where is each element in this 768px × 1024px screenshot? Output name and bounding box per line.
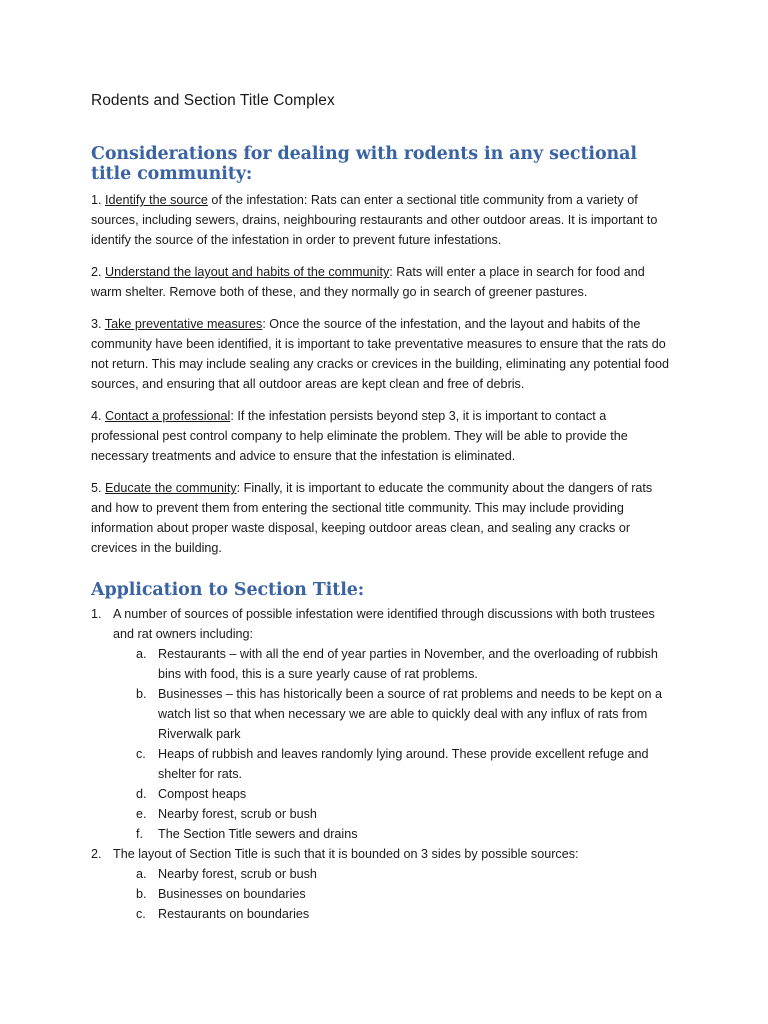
sub-list-item [136, 884, 672, 904]
sub-list [91, 644, 672, 844]
consideration-item [91, 406, 672, 466]
consideration-item [91, 314, 672, 394]
item-title: Take preventative measures [104, 317, 263, 331]
sub-letter: b. [136, 887, 147, 901]
list-item [91, 604, 672, 844]
sub-list [91, 864, 672, 924]
sub-letter: b. [136, 687, 147, 701]
consideration-item [91, 478, 672, 558]
sub-item-text: Restaurants on boundaries [158, 907, 310, 921]
sub-item-text: The Section Title sewers and drains [158, 827, 358, 841]
sub-letter: c. [136, 747, 146, 761]
sub-list-item [136, 644, 672, 684]
application-list [91, 604, 672, 924]
item-number: 2. [91, 265, 102, 279]
sub-item-text: Nearby forest, scrub or bush [158, 807, 317, 821]
item-text: : Finally, it is important to educate the community about the dangers of rats and how to prevent them from entering the sectional title community. This may include providing information about proper waste disposal, keeping outdoor areas clean, and sealing any cracks or crevices in the building. [91, 481, 653, 555]
sub-list-item [136, 904, 672, 924]
sub-item-text: Businesses – this has historically been a source of rat problems and needs to be kept on a watch list so that when necessary we are able to quickly deal with any influx of rats from Riverwalk park [158, 687, 663, 741]
sub-item-text: Compost heaps [158, 787, 247, 801]
sub-letter: f. [136, 827, 143, 841]
sub-list-item [136, 804, 672, 824]
item-title: Educate the community [105, 481, 237, 495]
sub-letter: a. [136, 647, 147, 661]
document-title: Rodents and Section Title Complex [91, 92, 335, 109]
list-item [91, 844, 672, 924]
sub-letter: e. [136, 807, 147, 821]
item-text: of the infestation: Rats can enter a sectional title community from a variety of sources, including sewers, drains, neighbouring restaurants and other outdoor areas. It is important to identify the source of the infestation in order to prevent future infestations. [91, 193, 658, 247]
item-text: : If the infestation persists beyond step 3, it is important to contact a professional pest control company to help eliminate the problem. They will be able to provide the necessary treatments and advice to ensure that the infestation is eliminated. [91, 409, 628, 463]
sub-list-item [136, 824, 672, 844]
item-number: 4. [91, 409, 102, 423]
consideration-item [91, 190, 672, 250]
list-number: 2. [91, 847, 102, 861]
sub-list-item [136, 684, 672, 744]
item-text: : Rats will enter a place in search for food and warm shelter. Remove both of these, and they normally go in search of greener pastures. [91, 265, 645, 299]
considerations-list [91, 190, 672, 558]
sub-list-item [136, 744, 672, 784]
section-heading-considerations: Considerations for dealing with rodents in any sectional title community: [91, 144, 637, 184]
sub-list-item [136, 864, 672, 884]
sub-letter: a. [136, 867, 147, 881]
list-item-text: The layout of Section Title is such that it is bounded on 3 sides by possible sources: [113, 847, 579, 861]
item-number: 1. [91, 193, 102, 207]
sub-item-text: Restaurants – with all the end of year parties in November, and the overloading of rubbish bins with food, this is a sure yearly cause of rat problems. [158, 647, 658, 681]
list-number: 1. [91, 607, 102, 621]
consideration-item [91, 262, 672, 302]
sub-list-item [136, 784, 672, 804]
sub-item-text: Businesses on boundaries [158, 887, 306, 901]
list-item-text: A number of sources of possible infestation were identified through discussions with both trustees and rat owners including: [113, 607, 655, 641]
item-title: Contact a professional [105, 409, 231, 423]
sub-letter: d. [136, 787, 147, 801]
sub-letter: c. [136, 907, 146, 921]
item-number: 5. [91, 481, 102, 495]
item-title: Understand the layout and habits of the community [105, 265, 390, 279]
section-heading-application: Application to Section Title: [91, 580, 365, 600]
item-title: Identify the source [105, 193, 208, 207]
item-number: 3. [91, 317, 102, 331]
sub-item-text: Nearby forest, scrub or bush [158, 867, 317, 881]
sub-item-text: Heaps of rubbish and leaves randomly lying around. These provide excellent refuge and shelter for rats. [158, 747, 649, 781]
item-text: : Once the source of the infestation, and the layout and habits of the community have been identified, it is important to take preventative measures to ensure that the rats do not return. This may include sealing any cracks or crevices in the building, eliminating any potential food sources, and ensuring that all outdoor areas are kept clean and free of debris. [91, 317, 669, 391]
